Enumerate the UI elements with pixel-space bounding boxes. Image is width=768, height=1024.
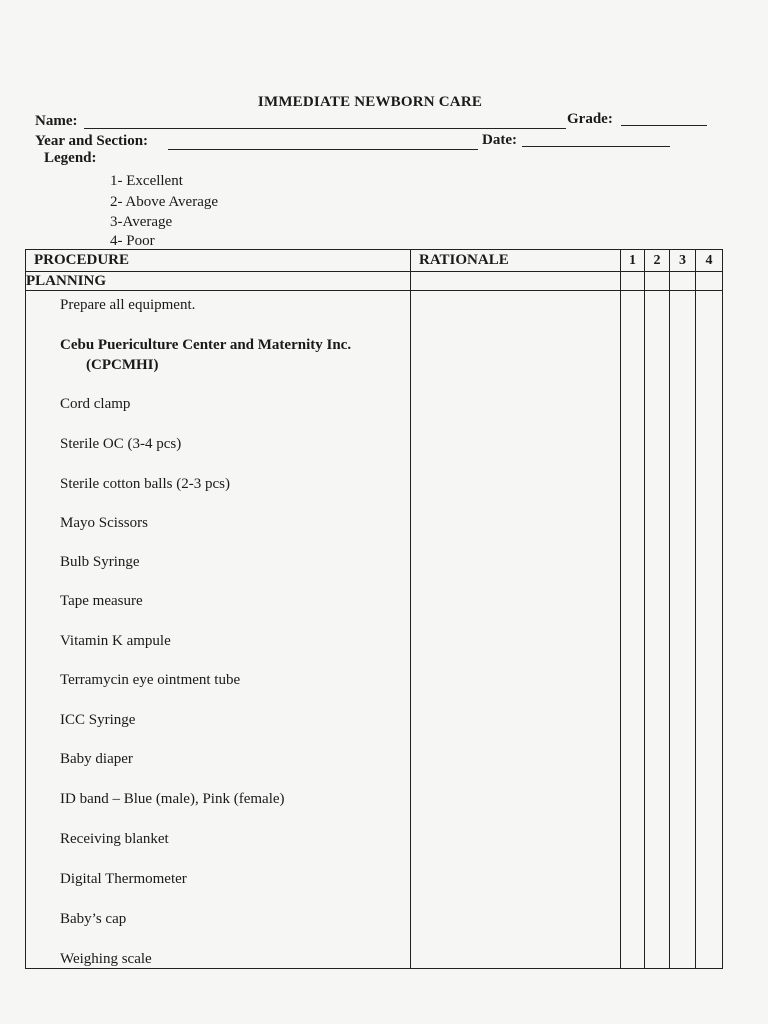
legend-title: Legend: xyxy=(44,150,97,166)
name-label: Name: xyxy=(35,113,78,129)
list-item: Cord clamp xyxy=(60,396,131,412)
date-field[interactable] xyxy=(522,146,670,147)
score-cell[interactable] xyxy=(621,272,645,291)
list-item: Cebu Puericulture Center and Maternity Inc. xyxy=(60,337,352,353)
table-row xyxy=(26,291,723,969)
list-item: Terramycin eye ointment tube xyxy=(60,672,241,688)
list-item: ID band – Blue (male), Pink (female) xyxy=(60,791,285,807)
table-header-row xyxy=(26,250,723,272)
year-section-field[interactable] xyxy=(168,149,478,150)
score-header-3: 3 xyxy=(670,250,696,272)
score-cell[interactable] xyxy=(696,272,723,291)
list-item: Baby’s cap xyxy=(60,911,127,927)
rationale-cell[interactable] xyxy=(411,291,621,969)
procedure-header: PROCEDURE xyxy=(26,250,411,272)
form-title: IMMEDIATE NEWBORN CARE xyxy=(257,94,483,110)
score-header-1: 1 xyxy=(621,250,645,272)
rationale-header: RATIONALE xyxy=(411,250,621,272)
grade-field[interactable] xyxy=(621,125,707,126)
list-item: Vitamin K ampule xyxy=(60,633,171,649)
checklist-table xyxy=(25,249,723,969)
legend-item-3: 3-Average xyxy=(110,214,173,230)
list-item: Receiving blanket xyxy=(60,831,169,847)
date-label: Date: xyxy=(482,132,517,148)
list-item: ICC Syringe xyxy=(60,712,136,728)
list-item: Mayo Scissors xyxy=(60,515,148,531)
list-item: Tape measure xyxy=(60,593,143,609)
year-section-label: Year and Section: xyxy=(35,133,149,149)
list-item: Bulb Syringe xyxy=(60,554,140,570)
score-cell[interactable] xyxy=(670,291,696,969)
list-item: Digital Thermometer xyxy=(60,871,187,887)
score-cell[interactable] xyxy=(696,291,723,969)
rationale-cell[interactable] xyxy=(411,272,621,291)
legend-item-2: 2- Above Average xyxy=(110,194,219,210)
score-header-4: 4 xyxy=(696,250,723,272)
section-row xyxy=(26,272,723,291)
name-field[interactable] xyxy=(84,128,566,129)
legend-item-4: 4- Poor xyxy=(110,233,155,249)
list-item: Weighing scale xyxy=(60,951,152,967)
score-cell[interactable] xyxy=(670,272,696,291)
list-item: Sterile OC (3-4 pcs) xyxy=(60,436,182,452)
grade-label: Grade: xyxy=(567,111,613,127)
list-item: Sterile cotton balls (2-3 pcs) xyxy=(60,476,230,492)
procedure-items-cell xyxy=(26,291,411,969)
score-header-2: 2 xyxy=(645,250,670,272)
score-cell[interactable] xyxy=(645,272,670,291)
score-cell[interactable] xyxy=(645,291,670,969)
score-cell[interactable] xyxy=(621,291,645,969)
section-title: PLANNING xyxy=(26,272,411,291)
legend-item-1: 1- Excellent xyxy=(110,173,183,189)
list-item: Prepare all equipment. xyxy=(60,297,196,313)
list-item: (CPCMHI) xyxy=(86,357,159,373)
list-item: Baby diaper xyxy=(60,751,133,767)
